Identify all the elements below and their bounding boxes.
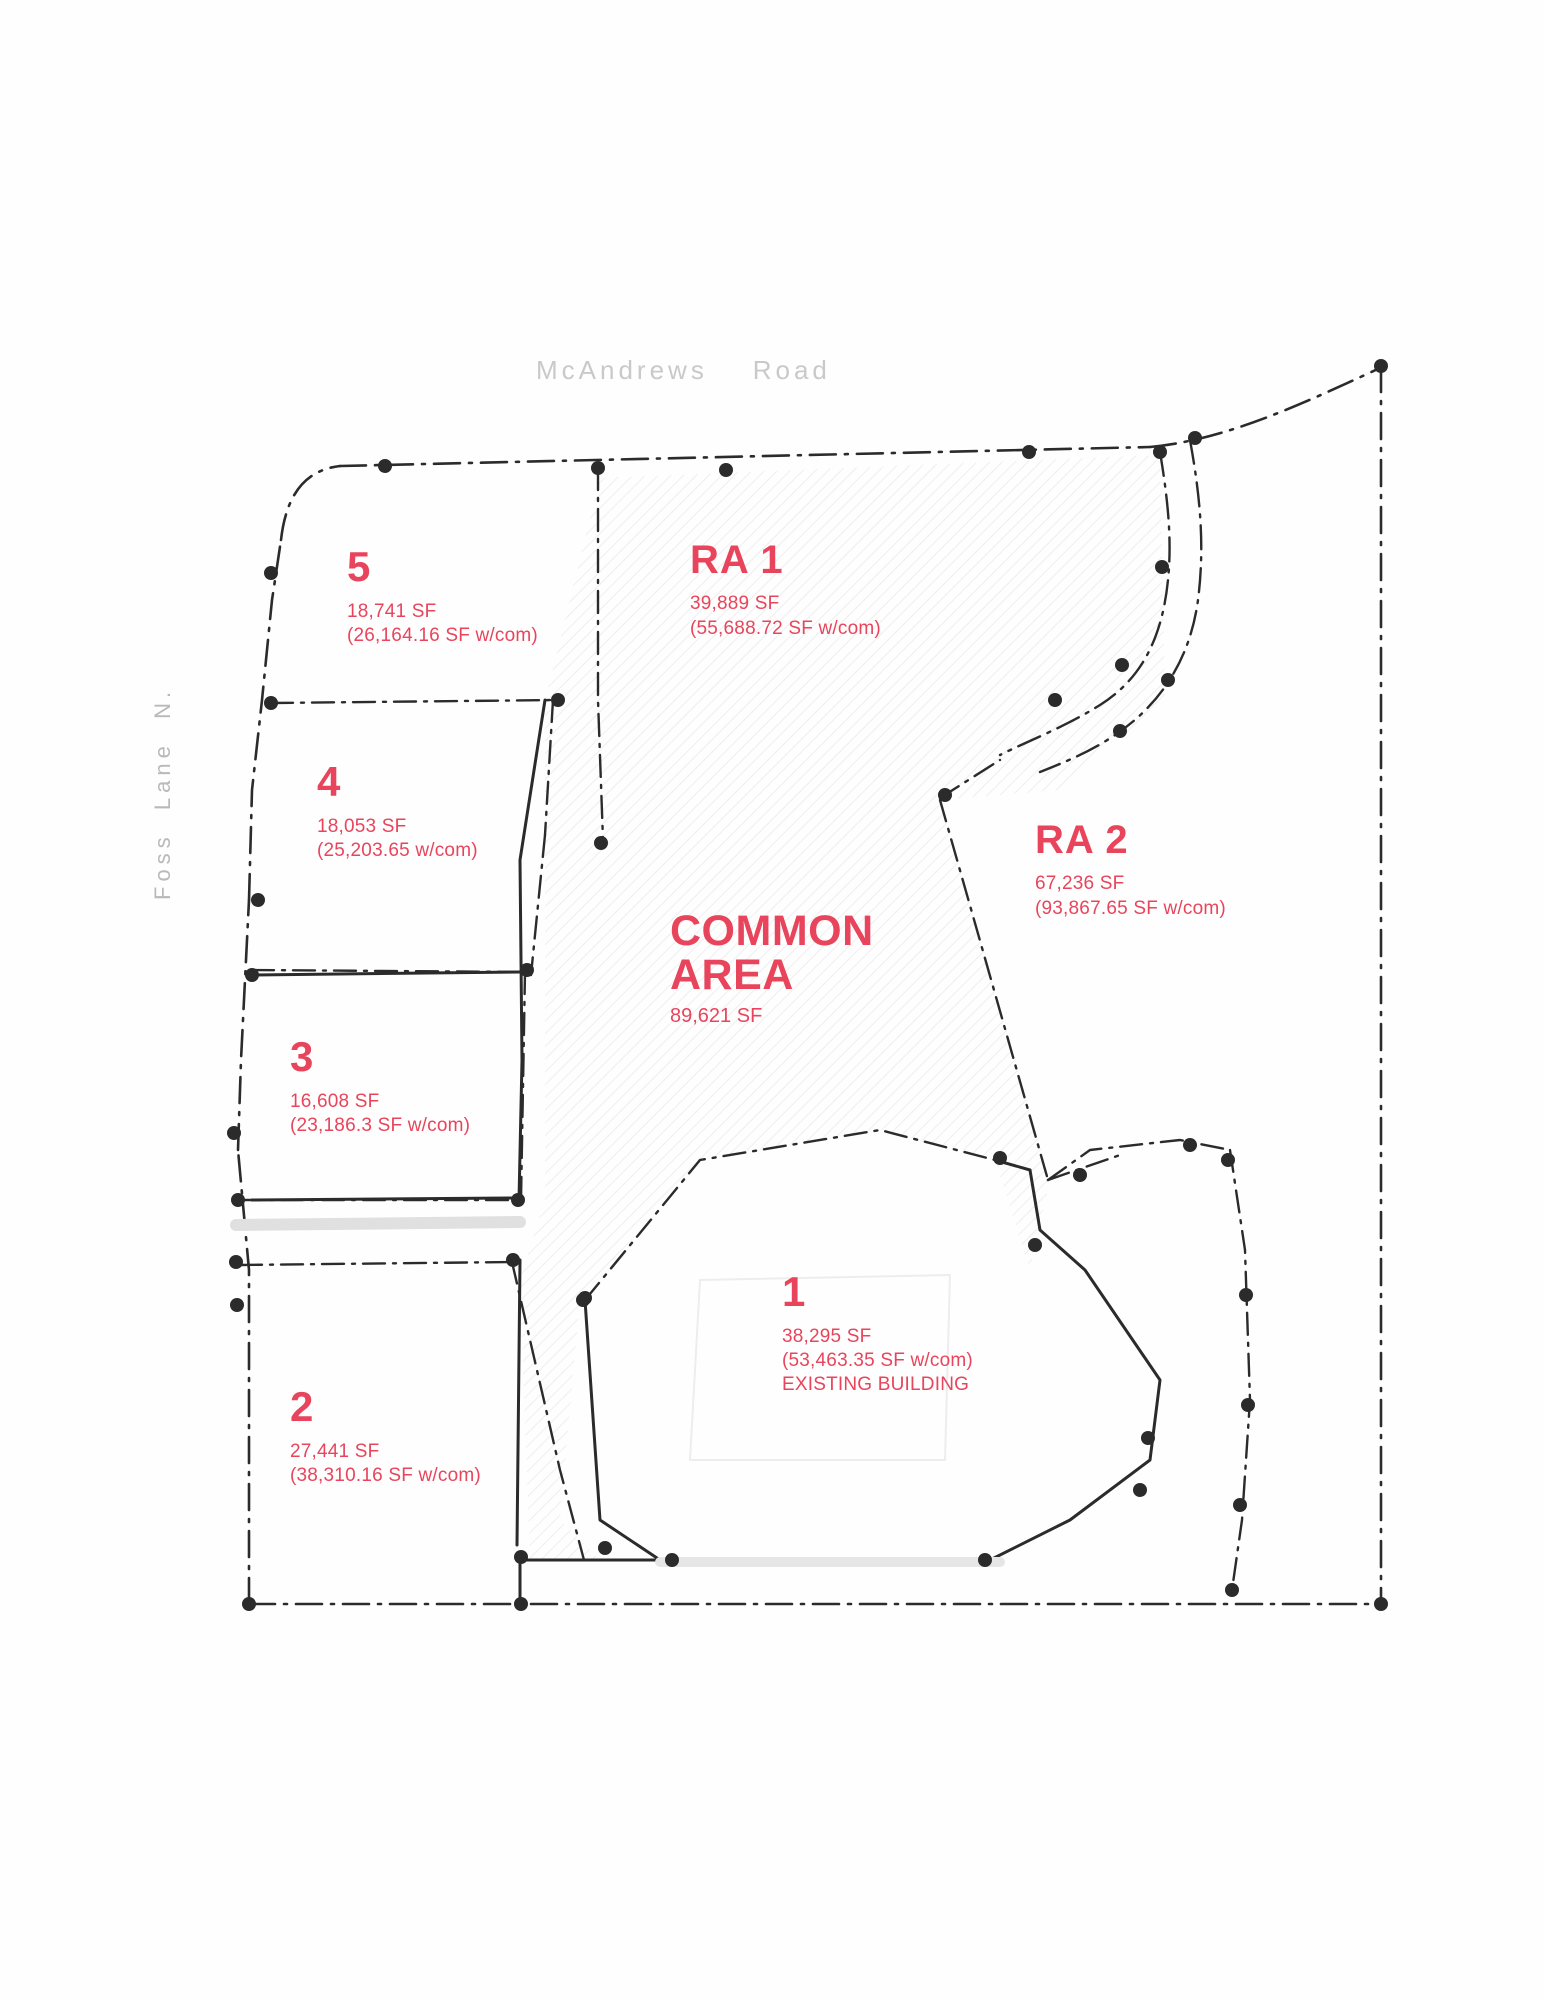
common-area-title-line2: AREA xyxy=(670,950,794,999)
lot-number: 2 xyxy=(290,1383,314,1430)
lot-label-4 xyxy=(317,755,478,863)
lot-area: 18,053 SF xyxy=(317,815,407,837)
lot-label-2 xyxy=(290,1380,481,1488)
lot-label-ra1 xyxy=(690,535,881,641)
lot-area: 38,295 SF xyxy=(782,1325,872,1347)
lot-area-with-common: (23,186.3 SF w/com) xyxy=(290,1115,471,1137)
road-label-mcandrews: McAndrews Road xyxy=(536,355,831,385)
common-area-label xyxy=(670,907,874,1027)
lot-area-with-common: (38,310.16 SF w/com) xyxy=(290,1465,481,1487)
lot-number: 1 xyxy=(782,1268,806,1315)
lot-area-with-common: (55,688.72 SF w/com) xyxy=(690,617,881,639)
lot-area-with-common: (25,203.65 w/com) xyxy=(317,840,478,862)
lot-number: RA 1 xyxy=(690,538,784,582)
lot-area: 18,741 SF xyxy=(347,600,437,622)
lot-area: 67,236 SF xyxy=(1035,873,1125,895)
lot-label-ra2 xyxy=(1035,815,1226,921)
street-label-foss-lane: Foss Lane N. xyxy=(150,686,175,900)
lot-area: 16,608 SF xyxy=(290,1090,380,1112)
lot-number: 5 xyxy=(347,543,371,590)
lot-label-1 xyxy=(782,1265,973,1398)
lot-number: 4 xyxy=(317,758,341,805)
lot-area-with-common: (26,164.16 SF w/com) xyxy=(347,625,538,647)
common-area-title-line1: COMMON xyxy=(670,907,874,955)
lot-note-existing-building: EXISTING BUILDING xyxy=(782,1374,970,1396)
lot-area: 39,889 SF xyxy=(690,593,780,615)
common-area-area: 89,621 SF xyxy=(670,1004,763,1027)
lot-number: RA 2 xyxy=(1035,818,1129,862)
lot-number: 3 xyxy=(290,1033,314,1080)
lot-area: 27,441 SF xyxy=(290,1440,380,1462)
lot-area-with-common: (93,867.65 SF w/com) xyxy=(1035,897,1226,919)
lot-label-3 xyxy=(290,1030,470,1138)
lot-label-5 xyxy=(347,540,538,648)
lot-area-with-common: (53,463.35 SF w/com) xyxy=(782,1350,973,1372)
